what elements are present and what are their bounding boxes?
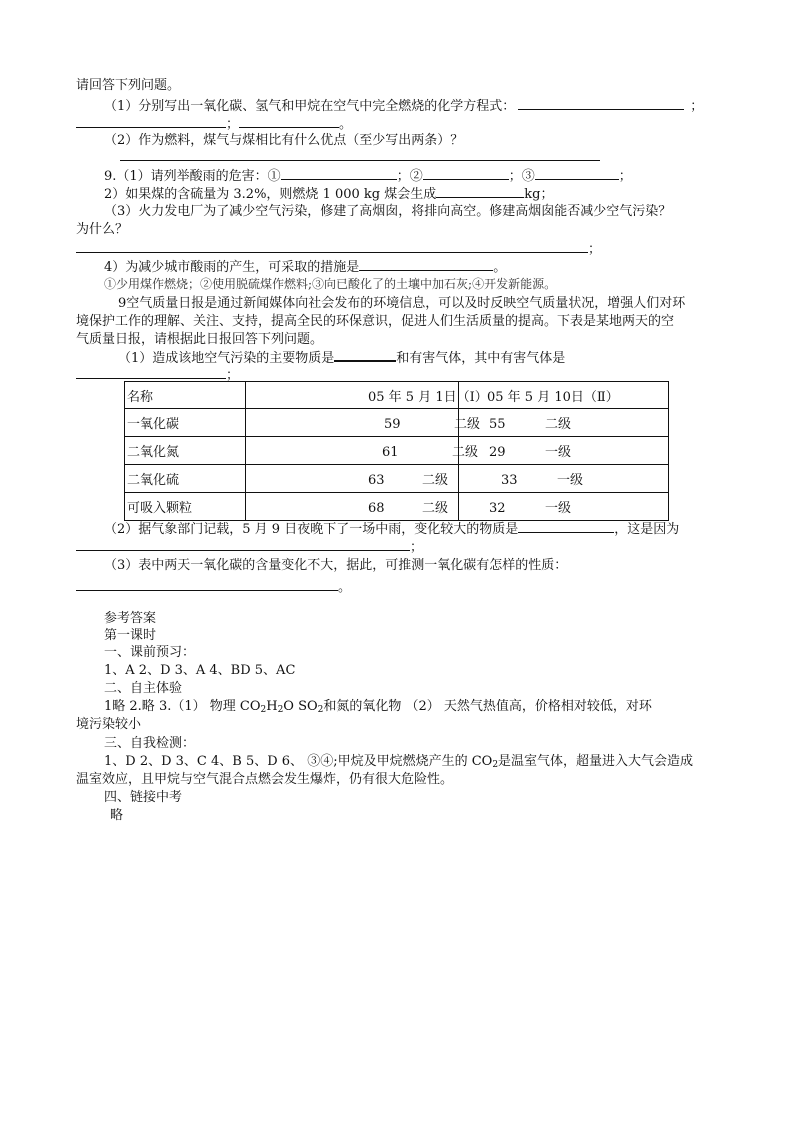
day2-grade: 二级	[545, 417, 572, 432]
answers-lesson: 第一课时	[104, 628, 157, 643]
q9b-2-line	[104, 520, 679, 537]
q1-answer-blank-2[interactable]	[76, 115, 226, 128]
day2-grade: 一级	[545, 445, 572, 460]
day1-value: 61	[382, 445, 399, 460]
day1-cell	[246, 409, 481, 437]
row-name: 二氧化氮	[125, 437, 246, 465]
changed-substance-blank[interactable]	[518, 520, 614, 533]
day1-cell	[246, 493, 459, 521]
reason-blank[interactable]	[76, 538, 410, 551]
q9b-3-period: 。	[338, 580, 352, 595]
answers-section-3-content-2: 温室效应，且甲烷与空气混合点燃会发生爆炸，仍有很大危险性。	[76, 772, 454, 787]
day1-value: 68	[368, 501, 385, 516]
q9-3-answer-line	[76, 240, 601, 257]
answers-title: 参考答案	[104, 611, 157, 626]
main-pollutant-blank[interactable]	[334, 348, 396, 362]
table-row	[125, 465, 669, 493]
day1-value: 63	[368, 473, 385, 488]
s3-ans-b: 是温室气体，超量进入大气会造成	[498, 754, 694, 769]
q9-1-mark3: ；③	[508, 169, 535, 184]
q9b-3-answer-line	[76, 578, 351, 595]
q9b-2-semicolon: ；	[410, 540, 424, 555]
answers-section-1: 一、课前预习：	[104, 645, 196, 660]
s3-ans-a: 1、D 2、D 3、C 4、B 5、D 6、 ③④;甲烷及甲烷燃烧产生的 CO	[104, 754, 493, 769]
q9-4-line	[104, 258, 506, 275]
day2-cell	[459, 437, 669, 465]
table-header-row	[125, 382, 669, 409]
day2-value: 33	[501, 473, 518, 488]
q1-answer-blank-1[interactable]	[518, 97, 684, 110]
day1-grade: 二级	[422, 473, 449, 488]
q1-period: 。	[339, 117, 353, 132]
header-day2	[459, 382, 669, 409]
table-row	[125, 493, 669, 521]
q9-3-semicolon: ；	[588, 242, 602, 257]
row-name: 一氧化碳	[125, 409, 246, 437]
q2-line: （2）作为燃料，煤气与煤相比有什么优点（至少写出两条）？	[104, 133, 464, 148]
acid-rain-harm-blank-2[interactable]	[423, 167, 509, 180]
q9-1-line	[104, 167, 632, 184]
s2-ans-b: H	[266, 699, 278, 714]
q9-2-line	[104, 185, 553, 202]
answers-section-3-content	[104, 754, 693, 771]
q9-3-line: （3）火力发电厂为了减少空气污染，修建了高烟囱，将排向高空。修建高烟囱能否减少空气污染？	[104, 204, 672, 219]
q9-1-semicolon: ；	[618, 169, 632, 184]
day2-cell	[459, 493, 669, 521]
q9b-2-text-b: ，这是因为	[614, 522, 680, 537]
so2-subscript: 2	[317, 705, 324, 715]
q9b-1-semicolon: ；	[226, 368, 240, 383]
intro-line: 请回答下列问题。	[76, 78, 181, 93]
header-day1	[246, 382, 488, 409]
q9b-1-text: （1）造成该地空气污染的主要物质是	[118, 351, 335, 366]
day1-grade: 二级	[452, 445, 479, 460]
answers-section-2-content	[104, 699, 652, 716]
q9-1-mark2: ；②	[396, 169, 423, 184]
answers-section-2-content-2: 境污染较小	[76, 717, 142, 732]
q2-answer-blank[interactable]	[120, 160, 600, 161]
q9-1-text: 9.（1）请列举酸雨的危害：①	[104, 169, 281, 184]
header-day1-label: 05 年 5 月 1日（Ⅰ）	[368, 389, 488, 405]
day2-value: 29	[489, 445, 506, 460]
q9-2-unit: kg；	[524, 187, 554, 202]
header-day2-label: 05 年 5 月 10日（Ⅱ）	[487, 389, 619, 405]
q9b-1-line	[118, 348, 565, 365]
air-quality-table	[124, 381, 669, 521]
acid-rain-harm-blank-1[interactable]	[281, 167, 397, 180]
q9-3-line-2: 为什么？	[76, 222, 129, 237]
q9-2-text: 2）如果煤的含硫量为 3.2%，则燃烧 1 000 kg 煤会生成	[104, 187, 437, 202]
q9-4-text: 4）为减少城市酸雨的产生，可采取的措施是	[104, 260, 360, 275]
q1-text: （1）分别写出一氧化碳、氢气和甲烷在空气中完全燃烧的化学方程式：	[104, 99, 516, 114]
s2-ans-a: 1略 2.略 3.（1） 物理 CO	[104, 699, 261, 714]
answers-section-4: 四、链接中考	[104, 790, 183, 805]
table-row	[125, 409, 669, 437]
measures-blank[interactable]	[359, 258, 493, 271]
day2-grade: 一级	[545, 501, 572, 516]
acid-rain-harm-blank-3[interactable]	[535, 167, 619, 180]
s2-ans-c: O SO	[283, 699, 318, 714]
q9-4-period: 。	[493, 260, 507, 275]
day1-grade: 二级	[454, 417, 481, 432]
table-row	[125, 437, 669, 465]
row-name: 二氧化硫	[125, 465, 246, 493]
air-quality-paragraph-1: 9空气质量日报是通过新闻媒体向社会发布的环境信息，可以及时反映空气质量状况，增强人们对环	[118, 296, 686, 311]
q9b-1-text-b: 和有害气体，其中有害气体是	[396, 351, 566, 366]
q9b-2-text: （2）据气象部门记载，5 月 9 日夜晚下了一场中雨，变化较大的物质是	[104, 522, 519, 537]
day2-value: 32	[489, 501, 506, 516]
day1-grade: 二级	[422, 501, 449, 516]
sulfur-mass-blank[interactable]	[436, 185, 524, 198]
day1-value: 59	[384, 417, 401, 432]
answers-section-2: 二、自主体验	[104, 681, 183, 696]
q1-semicolon-2: ；	[226, 117, 240, 132]
day2-cell	[459, 465, 669, 493]
co-property-blank[interactable]	[76, 578, 338, 591]
day2-value: 55	[489, 417, 506, 432]
day1-cell	[246, 437, 479, 465]
answers-section-3: 三、自我检测：	[104, 736, 196, 751]
h2o-subscript: 2	[277, 705, 284, 715]
header-name: 名称	[125, 382, 246, 409]
day1-cell	[246, 465, 459, 493]
day2-cell	[459, 409, 669, 437]
co2-subscript-2: 2	[492, 760, 499, 770]
air-quality-paragraph-2: 境保护工作的理解、关注、支持，提高全民的环保意识，促进人们生活质量的提高。下表是某地两天的空	[76, 314, 675, 329]
q9b-2-line-2	[76, 538, 423, 555]
answers-section-4-content: 略	[110, 808, 124, 823]
row-name: 可吸入颗粒	[125, 493, 246, 521]
s2-ans-d: 和氮的氧化物 （2） 天然气热值高，价格相对较低，对环	[323, 699, 652, 714]
q1-line	[104, 97, 703, 114]
q1-semicolon: ；	[690, 99, 704, 114]
answers-section-1-content: 1、A 2、D 3、A 4、BD 5、AC	[104, 663, 296, 678]
q1-line-2	[76, 115, 352, 132]
day2-grade: 一级	[557, 473, 584, 488]
q9b-3-line: （3）表中两天一氧化碳的含量变化不大，据此，可推测一氧化碳有怎样的性质：	[104, 558, 568, 573]
chimney-answer-blank[interactable]	[76, 240, 588, 253]
q1-answer-blank-3[interactable]	[239, 115, 339, 128]
harmful-gas-blank[interactable]	[76, 366, 226, 379]
co2-subscript: 2	[260, 705, 267, 715]
air-quality-paragraph-3: 气质量日报，请根据此日报回答下列问题。	[76, 332, 324, 347]
q9-4-options: ①少用煤作燃烧；②使用脱硫煤作燃料;③向已酸化了的土壤中加石灰;④开发新能源。	[104, 277, 557, 291]
